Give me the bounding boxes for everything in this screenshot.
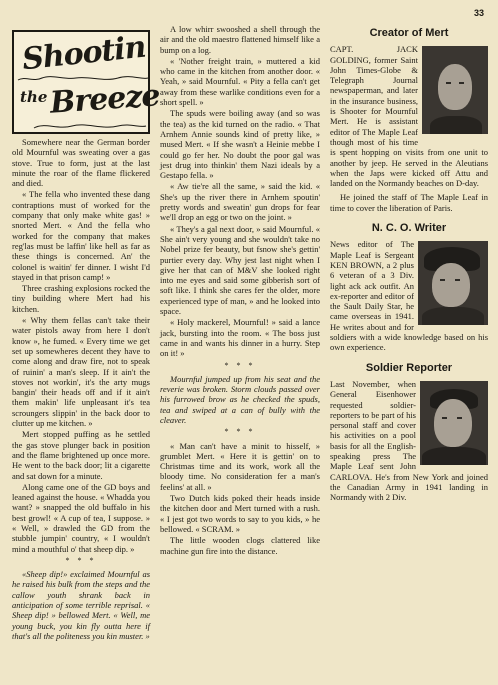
article-paragraph: Mert stopped puffing as he settled the gas stove plunger back in position and the flame brightened up once more. He went to the back door; lit a cigarette and sat down for a minute.	[12, 429, 150, 481]
bio-paragraph: News editor of The Maple Leaf is Sergeant KEN BROWN, a 2 plus 6 veteran of a 3 Div. light ack ack outfit. An ex-reporter and editor of the Sault Daily Star, he came overseas in 1941. He writes about and for soldiers with a wide knowledge based on his own experience.	[330, 239, 488, 353]
section-break: * * *	[65, 555, 97, 565]
bio-paragraph: He joined the staff of The Maple Leaf in time to cover the liberation of Paris.	[330, 192, 488, 213]
portrait-photo-carlova	[420, 381, 488, 465]
section-break: * * *	[224, 360, 256, 370]
article-paragraph: « Why them fellas can't take their water pistols away from here I don't know », he fumed. « Every time we get set up somewheres decent they have to come along and draw fire, not to speak of ruinin' a man's sleep. If it ain't the stoves not workin', it's the arty mugs bangin' their heads off and if it ain't them makin' life unpleasant it's tea scroungers slippin' in the back door to clutter up me kitchen. »	[12, 315, 150, 429]
masthead-word-shootin: Shootin	[20, 29, 148, 78]
sidebar-column	[330, 24, 488, 503]
bio-paragraph: Last November, when General Eisenhower requested soldier-reporters to be part of his personal staff and cover his activities on a pool basis for all the English-speaking press The Maple Leaf sent John CARLOVA. He's from New York and joined the Canadian Army in 1941 landing in Normandy with 2 Div.	[330, 378, 488, 503]
masthead-word-breeze: Breeze	[48, 78, 161, 121]
article-paragraph: « Man can't have a minit to hisself, » grumblet Mert. « Here it is gettin' on to Christmas time and its work, work all the bloody time. No consideration fer a man's feelins' at all. »	[160, 440, 320, 492]
article-paragraph: Two Dutch kids poked their heads inside the kitchen door and Mert turned with a rush. « I jest got two words to say to you kids, » he bellowed. « SCRAM. »	[160, 493, 320, 534]
article-paragraph-italic: Mournful jumped up from his seat and the reverie was broken. Storm clouds passed over his furrowed brow as he checked the spuds, tea and swiped at a can of bully with the cleaver.	[160, 373, 320, 425]
article-paragraph: The spuds were boiling away (and so was the tea) as the kid turned on the radio. « That Arnhem Annie sounds kind of pretty like, » mused Mert. « If she wasn't a Heinie mebbe I could go fer her. No doubt the poor gal was jest drug into thinkin' them Nazi ideals by a Gestapo fella. »	[160, 108, 320, 181]
page-number: 33	[473, 8, 484, 18]
article-paragraph: Somewhere near the German border old Mournful was sweating over a gas stove. True to form, just at the last minute the roar of the flame flickered and died.	[12, 137, 150, 189]
article-paragraph: Along came one of the GD boys and leaned against the house. « Whadda you want? » snapped the old buffalo in his best growl! « A cup of tea, I suppose. » « Well, » drawled the GD from the stubble jumpin' country, « I wouldn't mind a mouthful o' that sheep dip. »	[12, 481, 150, 554]
article-paragraph: « The fella who invented these dang contraptions must of worked for the company that only make white gas! » snorted Mert. « And the fella who worked for the company that makes reg'las must be laffin' like hell as far as these things is concerned. An' the colonel is waitin' fer dinner. I wisht I'd stayed in that prison camp! »	[12, 189, 150, 282]
masthead-word-the: the	[20, 88, 48, 106]
article-paragraph: « 'Nother freight train, » muttered a kid who came in the kitchen from another door. « Yeah, » said Mournful. « Pity a fella can't get away from these warlike conditions even for a short spell. »	[160, 55, 320, 108]
article-paragraph-italic: «Sheep dip!» exclaimed Mournful as he raised his bulk from the steps and the callow youth shrank back in anticipation of some terrible reprisal. « Sheep dip! » bellowed Mert. « Well, me young buck, you kin fly outta here if that's all the politeness you kin muster. »	[12, 569, 150, 641]
bio-paragraph: CAPT. JACK GOLDING, former Saint John Times-Globe & Telegraph Journal newspaperman, and later in the insurance business, is Shooter for Mournful Mert. He is assistant editor of The Maple Leaf though most of his time is spent hopping on visits from one unit to another by jeep. He served in the Aleutians when the Japs were kicked off Attu and landed on the Normandy beaches on D-day.	[330, 44, 488, 189]
article-column-1	[12, 137, 150, 642]
article-paragraph: « They's a gal next door, » said Mournful. « She ain't very young and she wouldn't take no Nobel prize fer beauty, but fsnow she's gettin' purtier every day. Why jest last night when I give her that can of M&V she looked right into me eyes and said some gibberish sort of soft like. I think she cares fer the older, more experienced type of man, » and he looked into space.	[160, 223, 320, 317]
portrait-photo-golding	[422, 46, 488, 134]
section-title-creator: Creator of Mert	[369, 27, 449, 39]
article-paragraph: Three crashing explosions rocked the tiny building where Mert had his kitchen.	[12, 283, 150, 314]
article-column-2	[160, 24, 320, 557]
section-title-nco: N. C. O. Writer	[371, 222, 447, 235]
article-paragraph: « Holy mackerel, Mournful! » said a lance jack, bursting into the room. « The boss just came in and wants his dinner in a hurry. Step on it! »	[160, 317, 320, 359]
section-title-soldier-reporter: Soldier Reporter	[365, 361, 453, 374]
portrait-photo-brown	[418, 241, 488, 325]
shootin-the-breeze-masthead	[12, 29, 161, 134]
article-paragraph: « Aw tie're all the same, » said the kid. « She's up the river there in Arnhem spoutin' pretty words and sweatin' gun drops for fear we'll drop an egg or two on the joint. »	[160, 181, 320, 223]
article-paragraph: The little wooden clogs clattered like machine gun fire into the distance.	[160, 535, 320, 556]
section-break: * * *	[224, 427, 256, 437]
article-paragraph: A low whirr swooshed a shell through the air and the old maestro flattened himself like a bump on a log.	[160, 24, 320, 55]
